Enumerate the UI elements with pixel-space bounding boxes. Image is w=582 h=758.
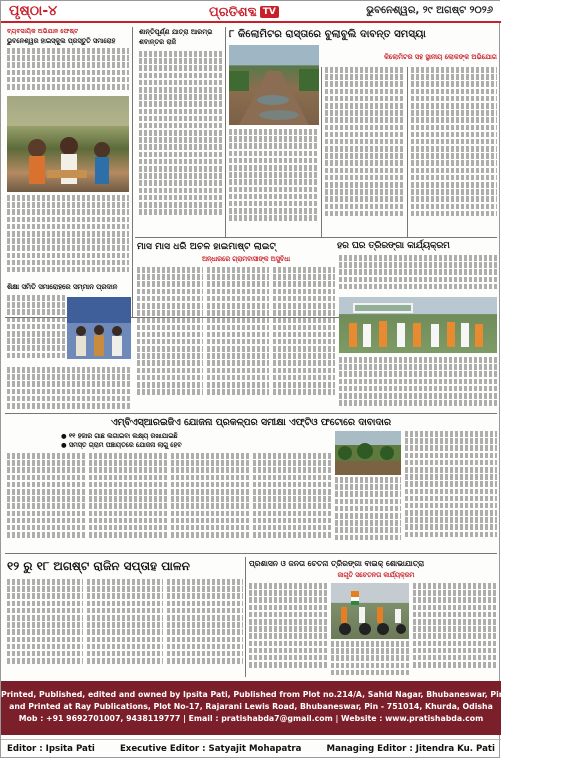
wide-bullet-1: ● ୧୧ ହଜାର ଗାଛ ଲଗାଇବା ଲକ୍ଷ୍ୟ ରଖାଯାଇଛି [61, 432, 178, 440]
mid-body-col3 [273, 267, 335, 411]
column-divider [245, 557, 246, 677]
mid-body-col1 [137, 267, 203, 411]
left-mid-headline: ଶିକ୍ଷା ସମିତି ସମାରୋହରେ ସମ୍ମାନ ପ୍ରଦାନ [7, 283, 118, 291]
wide-body-col3 [171, 453, 249, 551]
plantation-photo [335, 431, 401, 475]
main-body-col1 [229, 129, 319, 233]
left-top-headline: ବ୍ୟବସାୟିକ ଅଭିଯାନ ଫେଷ୍ଟ [7, 28, 79, 35]
executive-editor-credit: Executive Editor : Satyajit Mohapatra [119, 743, 302, 754]
center-top-headline: ଶାନ୍ତିପୂର୍ଣ୍ଣ ଯାତ୍ରା ଆରମ୍ଭ [139, 28, 213, 36]
row-divider [5, 553, 497, 554]
wide-bullet-1-text: ୧୧ ହଜାର ଗାଛ ଲଗାଇବା ଲକ୍ଷ୍ୟ ରଖାଯାଇଛି [68, 432, 178, 440]
imprint-line-1: Printed, Published, edited and owned by Ipsita Pati, Published from Plot no.214/A, Sahid Nagar, Bhubaneswar, Pin - 751007, Odisha [1, 690, 582, 699]
bottom-body-col1 [7, 579, 83, 677]
column-divider [321, 67, 322, 237]
rally-photo [339, 297, 497, 353]
rally-body-continued [339, 357, 497, 411]
main-body-col2 [325, 67, 405, 233]
bottom-body-col2 [87, 579, 163, 677]
rally-body [339, 255, 497, 295]
center-top-body [139, 51, 223, 235]
column-divider [407, 67, 408, 237]
bottom-headline: ୧୨ ରୁ ୧୮ ଅଗଷ୍ଟ ରାଜିନ ସପ୍ତାହ ପାଳନ [7, 559, 190, 573]
mid-body-col2 [207, 267, 269, 411]
wide-body-col1 [7, 453, 85, 551]
bottom-right-col1 [249, 583, 327, 677]
wide-bullet-2-text: ସମସ୍ତ ଗ୍ରାମ ପଞ୍ଚାୟତରେ ଯୋଜନା ଲାଗୁ ହେବ [68, 441, 182, 449]
page-number: ପୃଷ୍ଠା-୪ [9, 3, 58, 19]
left-top-body [7, 48, 129, 94]
mid-headline-2: ହର ଘର ତ୍ରିରଙ୍ଗା କାର୍ଯ୍ୟକ୍ରମ [337, 241, 450, 251]
left-top-subheadline: ଭୁବନେଶ୍ୱର ହାଇସ୍କୁଲ ପ୍ରସ୍ତୁତି ସମାରୋହ [7, 37, 116, 45]
left-mid-body [7, 295, 65, 367]
main-headline: ୮ କିଲୋମିଟର ରାସ୍ତାରେ ବୁଲାବୁଲି ଦାବନ୍ତ ସମସ୍ୟା [229, 29, 426, 40]
bottom-body-col3 [167, 579, 243, 677]
wide-body-col5 [335, 477, 401, 551]
bottom-right-subheadline: ଜାଗୃତି ସଚେତନତା କାର୍ଯ୍ୟକ୍ରମ [337, 571, 415, 579]
road-photo [229, 45, 319, 125]
contact-line: Mob : +91 9692701007, 9438119777 | Email : pratishabda7@gmail.com | Website : www.pratishabda.com [18, 714, 484, 723]
ceremony-photo [67, 297, 131, 359]
editor-credit: Editor : Ipsita Pati [7, 743, 95, 754]
mid-subheadline: ଅନ୍ଧାରରେ ଗ୍ରାମବାସୀଙ୍କ ଅସୁବିଧା [201, 255, 291, 263]
wide-headline: ଏମ୍ବିଏସ୍ଆରଇଜିଏ ଯୋଜନା ପ୍ରକଳ୍ପର ସମୀକ୍ଷା ଏଫ୍ଟିଓ ଫଟୋରେ ଦାବାଦାର [110, 417, 392, 428]
mid-headline-1: ମାସ ମାସ ଧରି ଅଚଳ ହାଇମାଷ୍ଟ ଲାଇଟ୍ [137, 241, 276, 252]
wide-body-col4 [253, 453, 331, 551]
bike-rally-photo [331, 583, 409, 639]
brand-logo [209, 3, 295, 21]
brand-tv-badge: TV [260, 6, 279, 18]
column-divider [225, 27, 226, 237]
main-subheadline: କିଲୋମିଟର ସହ ସ୍ଥାନୀୟ ଲୋକଙ୍କ ଅଭିଯୋଗ [384, 53, 497, 61]
main-body-col3 [411, 67, 497, 233]
masthead [1, 1, 501, 23]
wide-bullet-2: ● ସମସ୍ତ ଗ୍ରାମ ପଞ୍ଚାୟତରେ ଯୋଜନା ଲାଗୁ ହେବ [61, 441, 182, 449]
center-top-subheadline: ଶବାନ୍ତର ରାଜି [139, 38, 177, 46]
brand-name: ପ୍ରତିଶବ୍ଦ [209, 4, 257, 20]
event-photo [7, 96, 129, 192]
issue-date: ଭୁବନେଶ୍ୱର, ୨୯ ଅଗଷ୍ଟ ୨୦୨୬ [366, 5, 493, 16]
column-divider [132, 27, 133, 317]
editors-bar [1, 739, 501, 757]
publication-footer [1, 681, 582, 735]
wide-body-col2 [89, 453, 167, 551]
left-top-body-continued [7, 195, 129, 279]
imprint-line-2: and Printed at Ray Publications, Plot No-17, Rajarani Lewis Road, Bhubaneswar, Pin - 751014, Khurda, Odisha [9, 702, 493, 711]
row-divider [135, 237, 497, 238]
bottom-right-col2 [331, 641, 409, 677]
bottom-right-headline: ପ୍ରଶାସନ ଓ ଜନତା ଚେତନା ତ୍ରିରଙ୍ଗା ବାଇକ୍ ଶୋଭାଯାତ୍ରା [249, 559, 425, 568]
managing-editor-credit: Managing Editor : Jitendra Ku. Pati [326, 743, 495, 754]
left-mid-body-continued [7, 367, 131, 411]
row-divider [5, 413, 497, 414]
wide-body-col6 [405, 431, 497, 551]
bottom-right-col3 [413, 583, 497, 677]
